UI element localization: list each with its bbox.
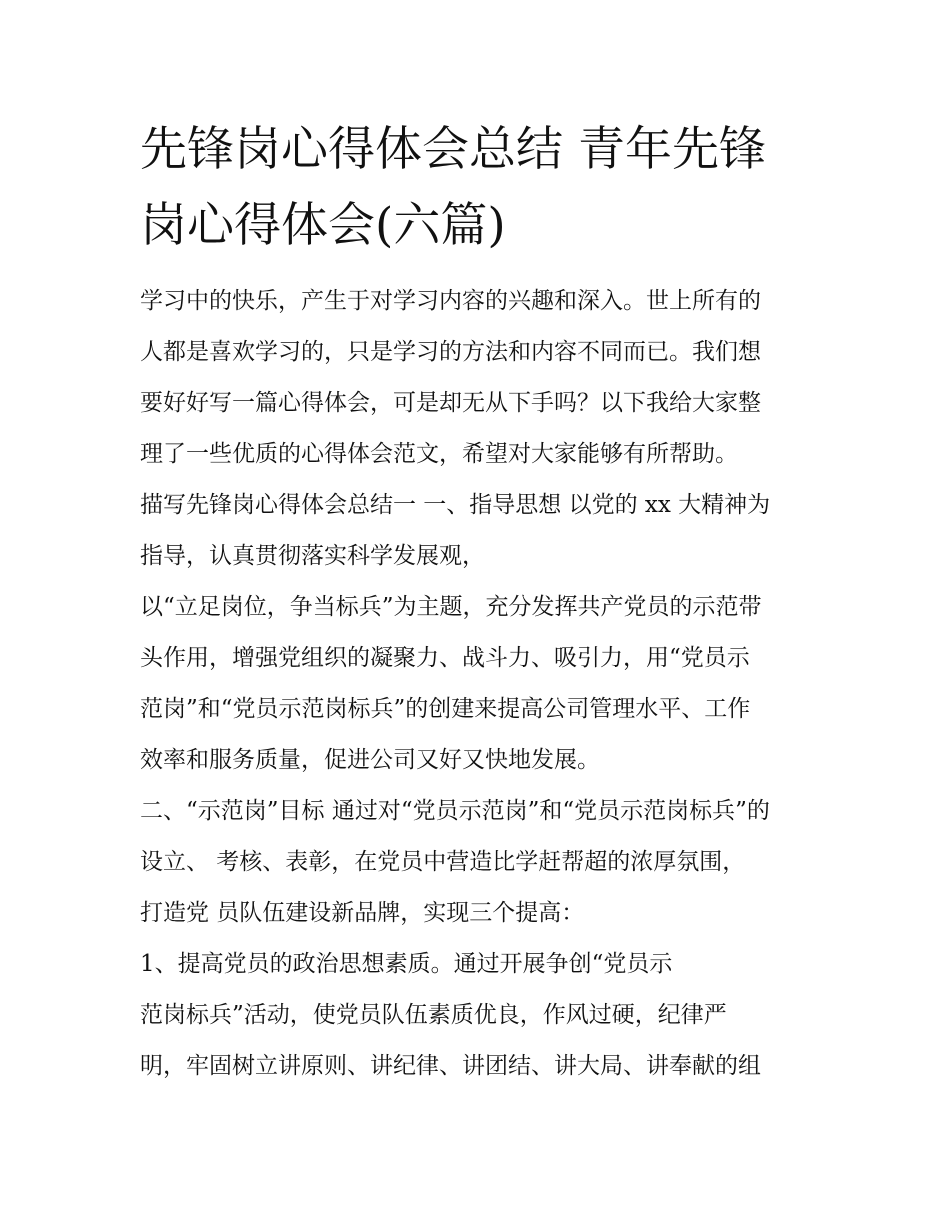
body-line: 指导，认真贯彻落实科学发展观， xyxy=(140,543,485,569)
body-line: 效率和服务质量，促进公司又好又快地发展。 xyxy=(140,747,600,773)
body-line: 以“立足岗位，争当标兵”为主题，充分发挥共产党员的示范带 xyxy=(140,594,762,620)
body-line: 设立、 考核、表彰，在党员中营造比学赶帮超的浓厚氛围， xyxy=(140,849,746,875)
title-line: 岗心得体会(六篇) xyxy=(140,198,506,253)
body-line: 理了一些优质的心得体会范文，希望对大家能够有所帮助。 xyxy=(140,441,738,467)
body-line: 人都是喜欢学习的，只是学习的方法和内容不同而已。我们想 xyxy=(140,339,761,365)
body-line: 头作用，增强党组织的凝聚力、战斗力、吸引力，用“党员示 xyxy=(140,645,750,671)
body-line: 范岗”和“党员示范岗标兵”的创建来提高公司管理水平、工作 xyxy=(140,696,751,722)
body-line: 学习中的快乐，产生于对学习内容的兴趣和深入。世上所有的 xyxy=(140,288,761,314)
body-line: 二、“示范岗”目标 通过对“党员示范岗”和“党员示范岗标兵”的 xyxy=(140,798,770,824)
body-line: 描写先锋岗心得体会总结一 一、指导思想 以党的 xx 大精神为 xyxy=(140,492,771,518)
body-line: 范岗标兵”活动，使党员队伍素质优良，作风过硬，纪律严 xyxy=(140,1002,727,1028)
body-line: 明，牢固树立讲原则、讲纪律、讲团结、讲大局、讲奉献的组 xyxy=(140,1053,761,1079)
body-line: 要好好写一篇心得体会，可是却无从下手吗？以下我给大家整 xyxy=(140,390,761,416)
body-line: 1、提高党员的政治思想素质。通过开展争创“党员示 xyxy=(140,951,673,977)
body-line: 打造党 员队伍建设新品牌，实现三个提高： xyxy=(140,900,585,926)
title-line: 先锋岗心得体会总结 青年先锋 xyxy=(140,122,766,177)
document-title xyxy=(140,112,820,264)
document-body xyxy=(140,276,820,1092)
